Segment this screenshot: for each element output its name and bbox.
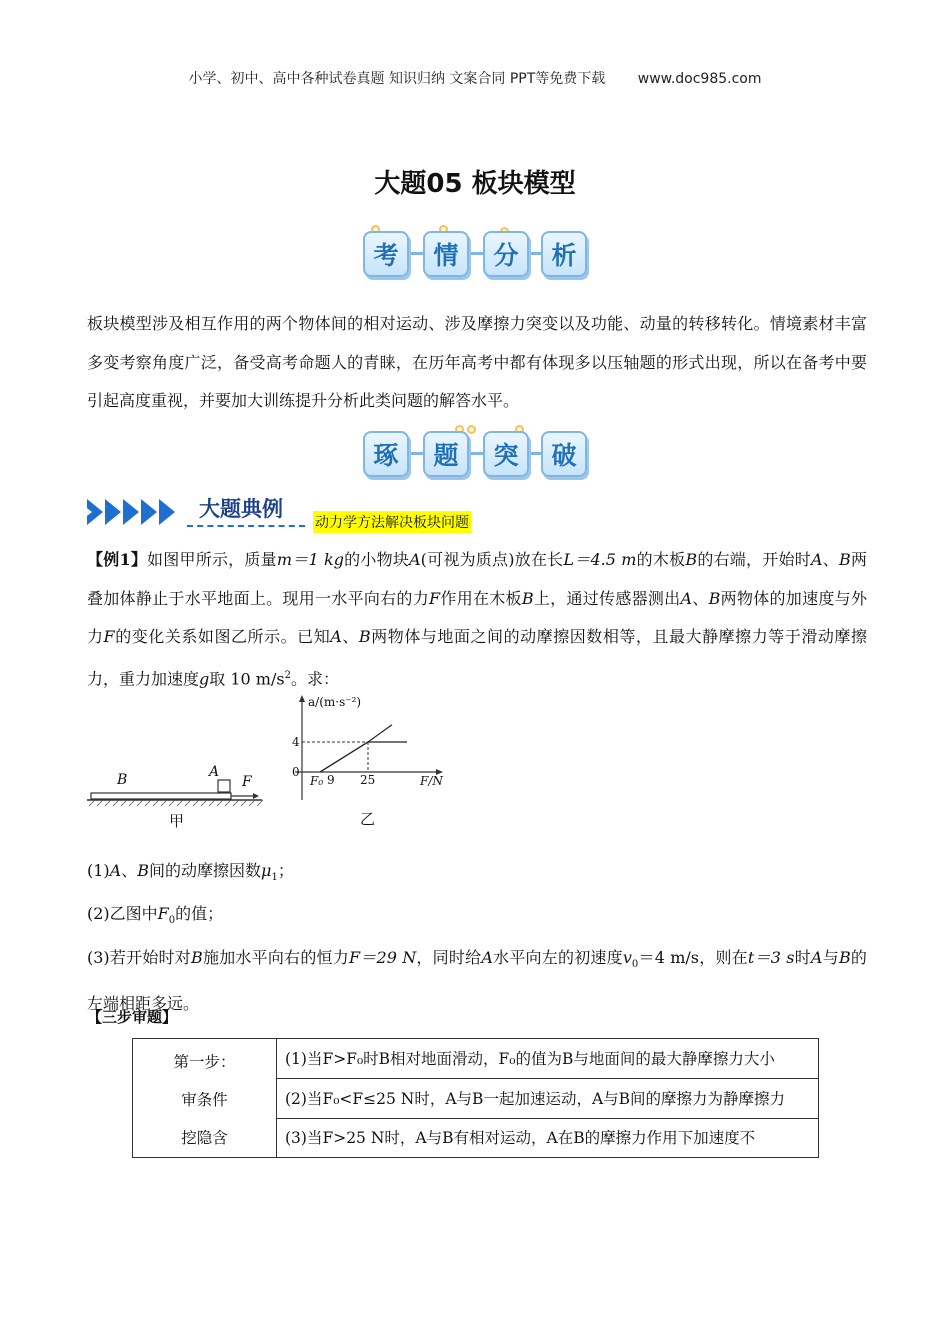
y-axis-arrow-icon	[299, 695, 305, 702]
example-text: 两物体与地面之间的动摩擦因数相等，且最大静摩擦力等于滑动摩擦力，重力加速度	[87, 627, 867, 688]
tick-label-9: 9	[327, 773, 335, 787]
math-var: m＝1 kg	[276, 550, 344, 569]
example-text: 两物体的加速度与外力	[87, 588, 867, 646]
step-row-3: (3)当F>25 N时，A与B有相对运动，A在B的摩擦力作用下加速度不	[277, 1119, 819, 1158]
example-text: (可视为质点)放在长	[420, 550, 564, 569]
math-var: B	[838, 550, 851, 569]
example-text: 上，通过传感器测出	[533, 588, 681, 608]
label-b: B	[117, 772, 128, 788]
example-text: 的小物块	[343, 550, 410, 569]
section-title: 大题典例	[199, 497, 283, 521]
math-var: A	[330, 627, 342, 646]
section-subtitle-highlight: 动力学方法解决板块问题	[313, 511, 471, 533]
math-var: A	[810, 550, 823, 569]
example-text: 取 10 m/s	[209, 668, 285, 688]
tick-label-origin: 0	[292, 765, 300, 779]
series-line-shallow	[320, 742, 368, 772]
chevron-right-icon	[159, 499, 175, 525]
banner-exam-analysis	[355, 225, 590, 281]
tick-label-f0: F₀	[310, 774, 324, 788]
example-paragraph: 【例1】如图甲所示，质量m＝1 kg的小物块A(可视为质点)放在长L＝4.5 m的木板B的右端，开始时A、B两叠加体静止于水平地面上。现用一水平向右的力F作用在木板B上，通过传感器测出A、B两物体的加速度与外力F的变化关系如图乙所示。已知A、B两物体与地面之间的动摩擦因数相等，且最大静摩擦力等于滑动摩擦力，重力加速度g取 10 $m/s^2$。求：	[87, 550, 867, 688]
label-f: F	[242, 774, 252, 790]
figure-caption-jia: 甲	[169, 812, 185, 830]
tick-label-25: 25	[360, 773, 376, 787]
math-var: B	[708, 588, 721, 608]
example-text: 的木板	[636, 550, 686, 569]
banner-tile: 破	[541, 431, 587, 477]
page-title: 大题05 板块模型	[374, 169, 576, 199]
board-b	[91, 793, 231, 799]
page-header	[0, 68, 950, 88]
math-var: B	[358, 627, 371, 646]
step-row-1: (1)当F>F₀时B相对地面滑动，F₀的值为B与地面间的最大静摩擦力大小	[277, 1039, 819, 1079]
chevron-right-icon	[83, 505, 92, 519]
math-var: B	[521, 588, 534, 608]
example-text: 、	[822, 550, 839, 569]
banner-decoration-dot	[467, 425, 476, 434]
banner-problem-breakthrough	[355, 425, 590, 481]
math-var: L＝4.5 m	[563, 550, 637, 569]
example-text: 如图甲所示，质量	[147, 550, 277, 569]
example-text: 两叠加体静止于水平地面上。现用一水平向右的力	[87, 550, 867, 608]
intro-paragraph: 板块模型涉及相互作用的两个物体间的相对运动、涉及摩擦力突变以及功能、动量的转移转化。情境素材丰富多变考察角度广泛，备受高考命题人的青睐，在历年高考中都有体现多以压轴题的形式出现，所以在备考中要引起高度重视，并要加大训练提升分析此类问题的解答水平。	[87, 314, 867, 410]
step-row-2: (2)当F₀<F≤25 N时，A与B一起加速运动，A与B间的摩擦力为静摩擦力	[277, 1079, 819, 1119]
banner-tile: 分	[483, 231, 529, 277]
math-var: F	[103, 627, 115, 646]
section-header	[87, 495, 507, 535]
example-text: 。求：	[290, 668, 339, 688]
banner-tile: 考	[363, 231, 409, 277]
math-var: g	[199, 668, 210, 688]
acceleration-force-chart	[280, 695, 450, 805]
example-text: 作用在木板	[440, 588, 522, 608]
banner-tile: 题	[423, 431, 469, 477]
figure-acceleration-graph	[280, 695, 450, 830]
math-var: B	[685, 550, 698, 569]
section-underline	[187, 525, 305, 527]
example-text: 、	[341, 627, 359, 646]
banner-tile: 琢	[363, 431, 409, 477]
header-site-link[interactable]: www.doc985.com	[637, 71, 762, 87]
chevron-right-icon	[105, 499, 121, 525]
three-steps-table	[132, 1038, 819, 1158]
arrow-head-icon	[253, 793, 259, 799]
three-steps-label: 【三步审题】	[87, 1008, 178, 1026]
chevron-right-icon	[141, 499, 157, 525]
figure-caption-yi: 乙	[360, 810, 376, 828]
step-one-header: 第一步： 审条件 挖隐含	[133, 1039, 277, 1158]
banner-tile: 析	[541, 231, 587, 277]
banner-tile: 突	[483, 431, 529, 477]
example-text: 的变化关系如图乙所示。已知	[114, 627, 331, 646]
question-2: (2)乙图中$F_0$的值；	[87, 904, 224, 927]
chevron-right-icon	[123, 499, 139, 525]
example-text: 、	[692, 588, 709, 608]
x-axis-label: F/N	[420, 774, 443, 788]
block-a	[218, 780, 230, 792]
label-a: A	[209, 764, 220, 780]
example-label: 【例1】	[87, 550, 148, 569]
header-text: 小学、初中、高中各种试卷真题 知识归纳 文案合同 PPT等免费下载	[188, 71, 606, 87]
figure-block-on-board	[87, 760, 267, 830]
question-3: (3)若开始时对B施加水平向右的恒力F＝29 N，同时给A水平向左的初速度$v_0=4$ m/s，则在t＝3 s时A与B的左端相距多远。	[87, 948, 867, 1014]
y-axis-label: a/(m·s⁻²)	[308, 695, 362, 709]
tick-label-y-4: 4	[292, 735, 300, 749]
question-1: (1)A、B间的动摩擦因数$\mu_1$；	[87, 861, 294, 884]
math-var: A	[680, 588, 693, 608]
math-var: F	[429, 588, 441, 608]
banner-tile: 情	[423, 231, 469, 277]
math-var: A	[409, 550, 421, 569]
example-text: 的右端，开始时	[697, 550, 811, 569]
